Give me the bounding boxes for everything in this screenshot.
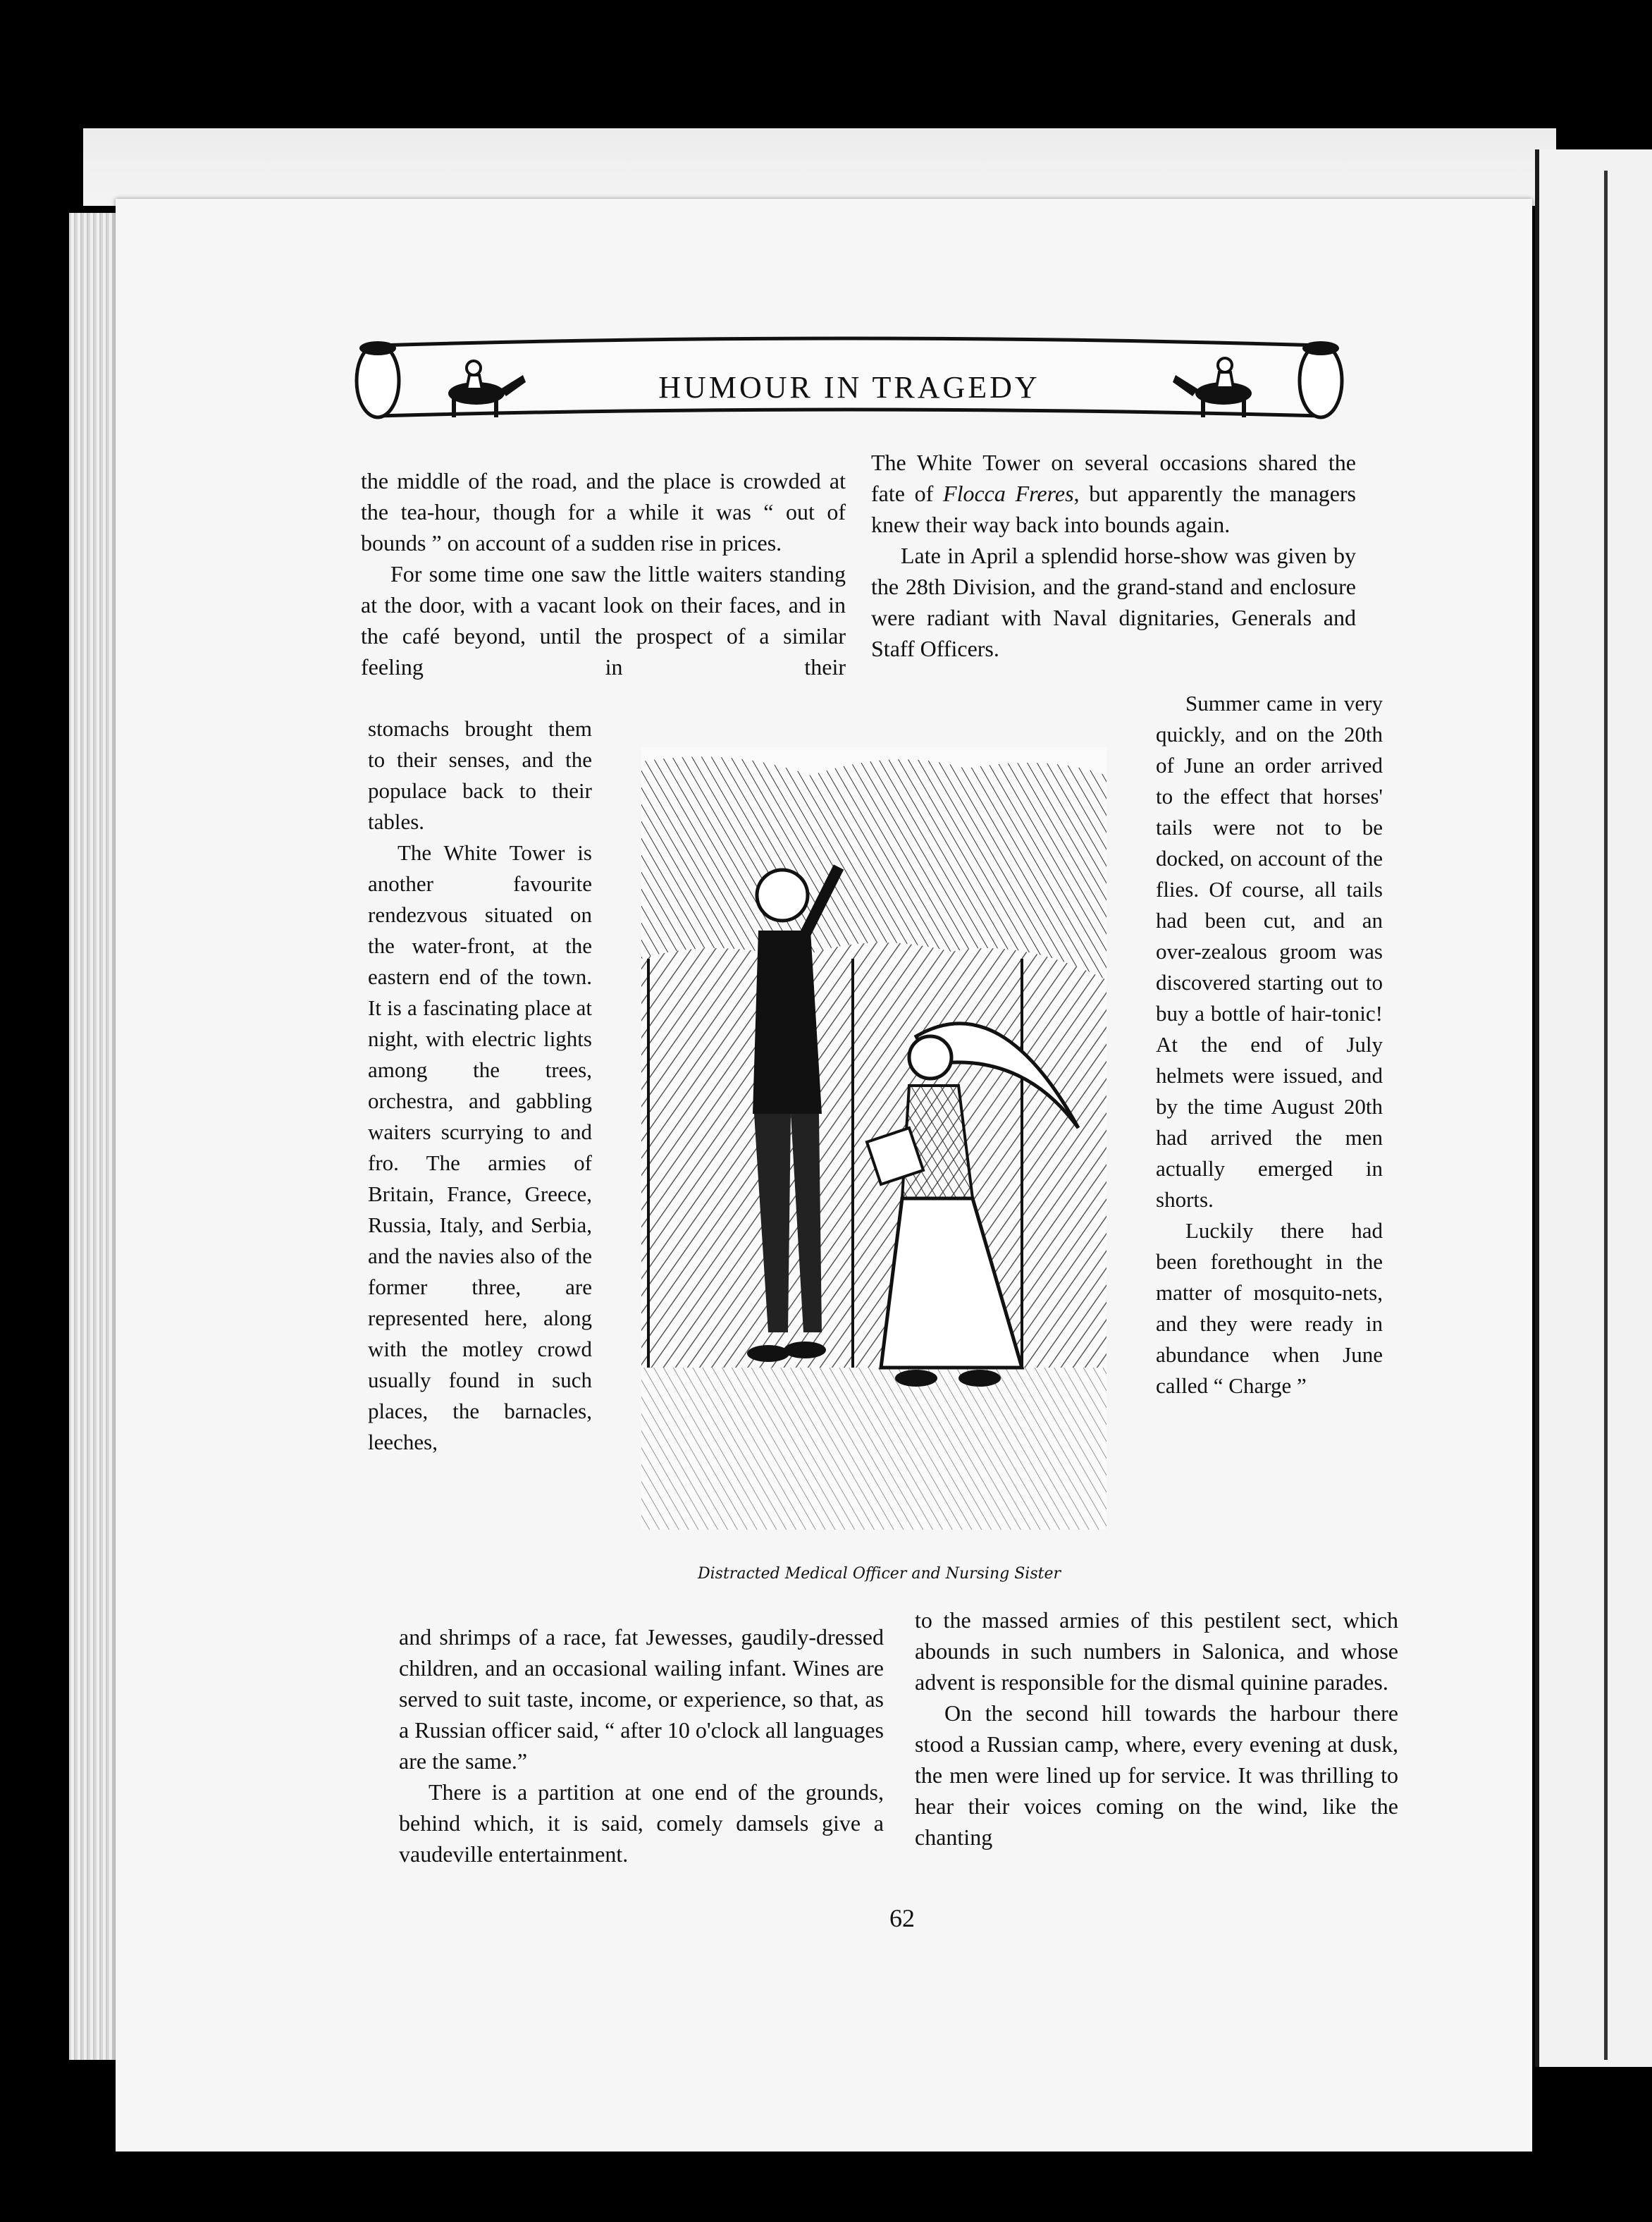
next-page-edge [1535, 149, 1652, 2067]
header-banner [350, 324, 1349, 437]
page-number: 62 [889, 1904, 915, 1932]
paragraph: Summer came in very quickly, and on the 20th of June an order arrived to the effect that horses' tails were not to be docked, on account of the flies. Of course, all tails had been cut, and an over-zealous groom was discovered starting out to buy a bottle of hair-tonic! At the end of July helmets were issued, and by the time August 20th had arrived the men actually emerged in shorts. [1156, 691, 1383, 1212]
paragraph: to the massed armies of this pestilent sect, which abounds in such numbers in Salonica, and whose advent is responsible for the dismal quinine parades. [915, 1607, 1398, 1695]
paragraph: the middle of the road, and the place is crowded at the tea-hour, though for a while it was “ out of bounds ” on account of a sudden rise in prices. [361, 468, 846, 556]
paragraph: Late in April a splendid horse-show was given by the 28th Division, and the grand-stand and enclosure were radiant with Naval dignitaries, Generals and Staff Officers. [871, 543, 1356, 661]
paragraph: The White Tower is another favourite rendezvous situated on the water-front, at the eastern end of the town. It is a fascinating place at night, with electric lights among the trees, orchestra, and gabbling waiters scurrying to and fro. The armies of Britain, France, Greece, Russia, Italy, and Serbia, and the navies also of the former three, are represented here, along with the motley crowd usually found in such places, the barnacles, leeches, [368, 840, 592, 1454]
left-column-bottom [399, 1621, 884, 1870]
left-column-top [361, 465, 846, 682]
left-narrow-column [368, 713, 592, 1458]
paragraph [871, 447, 1356, 540]
right-narrow-column [1156, 688, 1383, 1401]
text-run: The White Tower on several occasions shared the fate of [871, 450, 1356, 506]
paragraph: For some time one saw the little waiters standing at the door, with a vacant look on their faces, and in the café beyond, until the prospect of a similar feeling in their [361, 561, 846, 680]
top-sheet [83, 128, 1556, 206]
illustration [627, 747, 1121, 1551]
right-column-top [871, 447, 1356, 664]
officer-and-nurse-drawing-icon [627, 747, 1121, 1551]
paragraph: Luckily there had been forethought in the matter of mosquito-nets, and they were ready in abundance when June called “ Charge ” [1156, 1218, 1383, 1398]
binding-line [1604, 171, 1608, 2060]
text-run: , but apparently the managers knew their way back into bounds again. [871, 481, 1357, 537]
paragraph: There is a partition at one end of the grounds, behind which, it is said, comely damsels give a vaudeville entertainment. [399, 1779, 884, 1867]
page-title: HUMOUR IN TRAGEDY [658, 370, 1040, 405]
paragraph: and shrimps of a race, fat Jewesses, gaudily-dressed children, and an occasional wailing infant. Wines are served to suit taste, income, or experience, so that, as a Russian officer said, “ after 10 o'clock all languages are the same.” [399, 1624, 884, 1774]
paragraph: On the second hill towards the harbour there stood a Russian camp, where, every evening at dusk, the men were lined up for service. It was thrilling to hear their voices coming on the wind, like the chanting [915, 1700, 1398, 1850]
right-column-bottom [915, 1604, 1398, 1853]
italic-text: Flocca Freres [943, 481, 1074, 506]
illustration-caption: Distracted Medical Officer and Nursing Sister [698, 1565, 1061, 1583]
paragraph: stomachs brought them to their senses, and the populace back to their tables. [368, 716, 592, 834]
